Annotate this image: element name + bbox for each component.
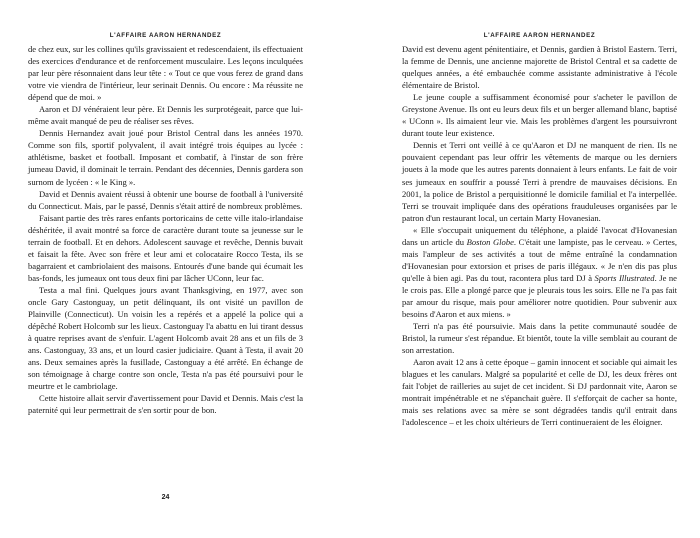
running-head: L'AFFAIRE AARON HERNANDEZ bbox=[483, 32, 596, 39]
page-body bbox=[28, 43, 303, 416]
paragraph: David et Dennis avaient réussi à obtenir une bourse de football à l'université du Connecticut. Mais, par le passé, Dennis s'était attiré de nombreux problèmes. bbox=[28, 188, 303, 211]
running-head: L'AFFAIRE AARON HERNANDEZ bbox=[109, 32, 222, 39]
paragraph: Dennis et Terri ont veillé à ce qu'Aaron et DJ ne manquent de rien. Ils ne pouvaient cependant pas leur offrir les vêtements de marque ou les derniers jouets à la mode que les autres parents donnaient à leurs enfants. Le fait de voir ses jumeaux en souffrir a poussé Terri à prendre de mauvaises décisions. En 2001, la police de Bristol a perquisitionné le domicile familial et l'a interpellée. Terri se trouvait impliquée dans des opérations frauduleuses organisées par le patron d'un restaurant local, un certain Marty Hovanesian. bbox=[402, 140, 677, 223]
paragraph-text: « Elle s'occupait uniquement du téléphone, a plaidé l'avocat d'Hovanesian dans un article du bbox=[402, 224, 677, 247]
paragraph: de chez eux, sur les collines qu'ils gravissaient et redescendaient, ils effectuaient des exercices d'endurance et de renforcement musculaire. Les leçons inculquées par leur père résonnaient dans leur tête : « Tout ce que vous ferez de grand dans votre vie viendra de l'intérieur, leur serinait Dennis. Ou encore : Ma réussite ne dépend que de moi. » bbox=[28, 44, 303, 103]
paragraph: David est devenu agent pénitentiaire, et Dennis, gardien à Bristol Eastern. Terri, la femme de Dennis, une ancienne majorette de Bristol Central et sa cadette de quelques années, a été embauchée comme assistante administrative à l'école élémentaire de Bristol. bbox=[402, 44, 677, 91]
publication-title: Boston Globe bbox=[466, 236, 514, 247]
paragraph: Faisant partie des très rares enfants portoricains de cette ville italo-irlandaise déshéritée, il avait montré sa force de caractère durant toute sa jeunesse sur le terrain de football. Et en dehors. Adolescent sauvage et revêche, Dennis buvait et faisait la fête. Avec son frère et leur ami et colocataire Rocco Testa, ils se bagarraient et cambriolaient des maisons. Entourés d'une bande qui écumait les bas-fonds, les jumeaux ont tous deux fini par lâcher UConn, leur fac. bbox=[28, 212, 303, 283]
page-body bbox=[402, 43, 677, 429]
paragraph: Dennis Hernandez avait joué pour Bristol Central dans les années 1970. Comme son fils, sportif polyvalent, il avait intégré trois équipes au lycée : athlétisme, basket et football. Imposant et combatif, à l'instar de son frère jumeau David, il dominait le terrain. Pendant des décennies, Dennis gardera son surnom de lycéen : « le King ». bbox=[28, 128, 303, 187]
paragraph: Aaron avait 12 ans à cette époque – gamin innocent et sociable qui aimait les blagues et les canulars. Malgré sa popularité et celle de DJ, les deux frères ont fait l'objet de railleries au sujet de cet incident. Si DJ pardonnait vite, Aaron se montrait impénétrable et ne s'épanchait guère. Il s'efforçait de cacher sa honte, mais ses relations avec sa mère se sont dégradées tandis qu'il entrait dans l'adolescence – et les choix ultérieurs de Terri continueraient de les éloigner. bbox=[402, 357, 677, 428]
paragraph bbox=[402, 224, 677, 320]
paragraph: Aaron et DJ vénéraient leur père. Et Dennis les surprotégeait, parce que lui-même avait manqué de peu de réaliser ses rêves. bbox=[28, 104, 303, 127]
publication-title: Sports Illustrated bbox=[594, 272, 655, 283]
left-page bbox=[28, 0, 303, 538]
paragraph: Le jeune couple a suffisamment économisé pour s'acheter le pavillon de Greystone Avenue. Ils ont eu leurs deux fils et un berger allemand blanc, baptisé « UConn ». Ils aimaient leur vie. Mais les problèmes d'argent les poursuivront durant toute leur existence. bbox=[402, 92, 677, 139]
right-page bbox=[402, 0, 677, 538]
paragraph: Cette histoire allait servir d'avertissement pour David et Dennis. Mais c'est la paternité qui leur permettrait de s'en sortir pour de bon. bbox=[28, 393, 303, 416]
paragraph-text: . C'était une lampiste, pas le cerveau. » Certes, mais l'ampleur de ses activités a tout de même entraîné la condamnation d'Hovanesian pour extorsion et prises de paris illégaux. « Je n'en dis pas plus qu'elle à bien agi. Pas du tout, racontera plus tard DJ à bbox=[402, 236, 677, 283]
paragraph: Terri n'a pas été poursuivie. Mais dans la petite communauté soudée de Bristol, la rumeur s'est répandue. Et bientôt, toute la ville semblait au courant de son arrestation. bbox=[402, 321, 677, 356]
paragraph-text: . Je ne le crois pas. Elle a plongé parce que je pleurais tous les soirs. Elle ne l'a pas fait par amour du risque, mais pour améliorer notre quotidien. Pour subvenir aux besoins d'Aaron et aux miens. » bbox=[402, 272, 677, 320]
page-number: 24 bbox=[161, 494, 170, 501]
paragraph: Testa a mal fini. Quelques jours avant Thanksgiving, en 1977, avec son oncle Gary Castonguay, un petit délinquant, ils ont visité un pavillon de Plainville (Connecticut). Un voisin les a repérés et a appelé la police qui a dépêché Robert Holcomb sur les lieux. Castonguay l'a abattu en lui tirant dessus à quatre reprises avant de s'enfuir. L'agent Holcomb avait 28 ans et un fils de 3 ans. Castonguay, 33 ans, et un lourd casier judiciaire. Quant à Testa, il avait 20 ans. Deux semaines après la fusillade, Castonguay a été arrêté. En échange de son témoignage à charge contre son oncle, Testa n'a pas été poursuivi pour le meurtre et le cambriolage. bbox=[28, 284, 303, 392]
